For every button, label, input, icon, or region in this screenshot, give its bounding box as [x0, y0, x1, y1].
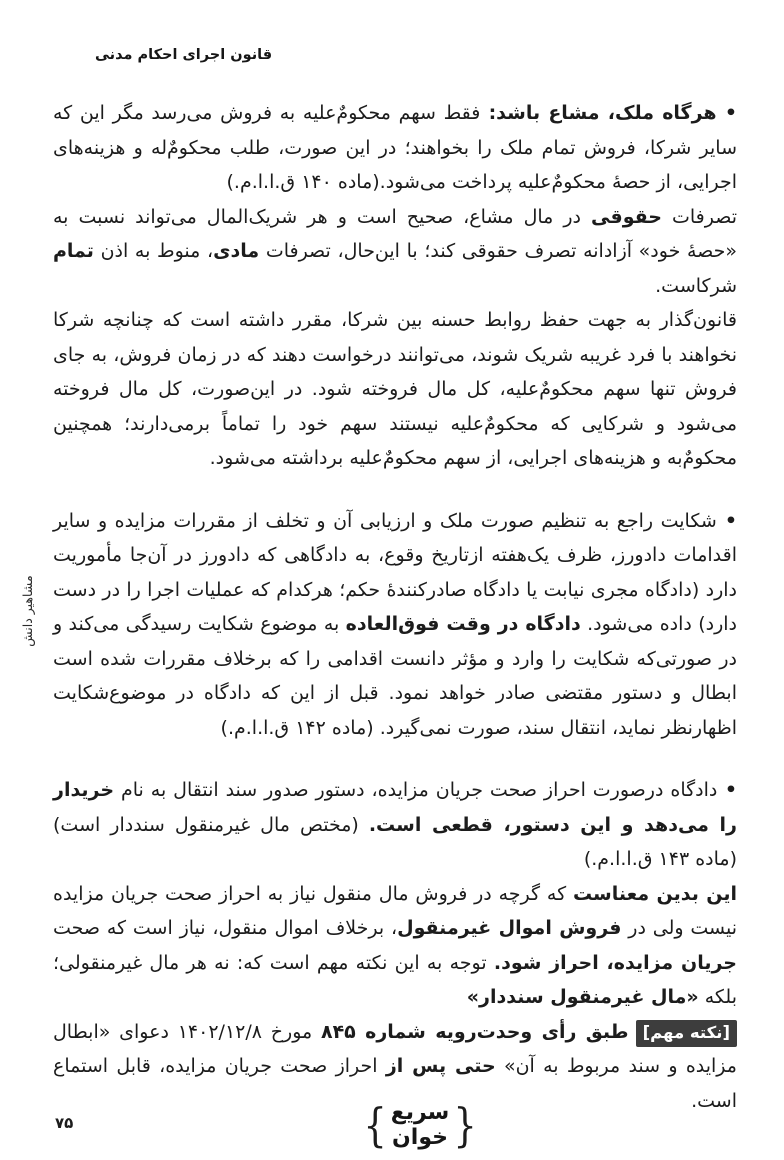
- body-text: [53, 96, 737, 1118]
- bold-text-run: «مال غیرمنقول سنددار»: [466, 986, 699, 1008]
- paragraph: [53, 504, 737, 746]
- bullet-marker: •: [717, 779, 738, 801]
- side-publisher-text: مشاهیر دانش: [20, 575, 35, 647]
- bullet-marker: •: [716, 102, 737, 124]
- footer-logo: [360, 1100, 479, 1150]
- text-run: توجه به این نکته مهم است که: نه هر مال غیرمنقولی؛ بلکه: [53, 951, 737, 1008]
- bold-text-run: طبق رأی وحدت‌رویه شماره ۸۴۵: [320, 1020, 629, 1043]
- text-run: احراز صحت جریان مزایده، قابل استماع است.: [53, 1055, 737, 1112]
- text-run: شکایت راجع به تنظیم صورت ملک و ارزیابی آن و تخلف از مقررات مزایده و سایر اقدامات دادورز، ظرف یک‌هفته ازتاریخ وقوع، به دادگاهی که دادورز در آن‌جا مأموریت دارد (دادگاه مجری نیابت یا دادگاه صادرکنندهٔ حکم؛ هرکدام که عملیات اجرا را در دست دارد) داده می‌شود.: [53, 509, 738, 635]
- text-run: به موضوع شکایت رسیدگی می‌کند و در صورتی‌که شکایت را وارد و مؤثر دانست اقدامی را که برخلاف مقررات شده است ابطال و دستور مقتضی صادر خواهد نمود. قبل از این که دادگاه در موضوع‌شکایت اظهارنظر نماید، انتقال سند، صورت نمی‌گیرد. (ماده ۱۴۲ ق.ا.ا.م.): [53, 613, 737, 739]
- text-run: فقط سهم محکومٌ‌علیه به فروش می‌رسد مگر این که سایر شرکا، فروش تمام ملک را بخواهند؛ در این صورت، طلب محکومٌ‌له و هزینه‌های اجرایی، از حصهٔ محکومٌ‌علیه پرداخت می‌شود.(ماده ۱۴۰ ق.ا.ا.م.): [53, 102, 737, 193]
- logo-line-1: سریع: [390, 1100, 450, 1125]
- text-run: قانون‌گذار به جهت حفظ روابط حسنه بین شرکا، مقرر داشته است که چنانچه شرکا نخواهند با فرد غریبه شریک شوند، می‌توانند درخواست دهند که در زمان فروش، به جای فروش تنها سهم محکومٌ‌علیه، کل مال فروخته شود. در این‌صورت، کل مال فروخته می‌شود و شرکایی که محکومٌ‌علیه نیستند سهم خود را تماماً برمی‌دارند؛ همچنین محکومٌ‌به و هزینه‌های اجرایی، از سهم محکومٌ‌علیه برداشته می‌شود.: [53, 309, 737, 469]
- paragraph: [53, 200, 737, 304]
- text-run: تصرفات: [661, 205, 738, 228]
- text-run: شرکاست.: [655, 274, 737, 297]
- bold-text-run: فروش اموال غیرمنقول: [397, 917, 622, 939]
- text-run: که گرچه در فروش مال منقول نیاز به احراز صحت جریان مزایده نیست ولی در: [53, 882, 737, 939]
- bold-text-run: مادی: [213, 240, 260, 262]
- bold-text-run: حتی پس از: [385, 1055, 496, 1077]
- logo-wordmark: [391, 1100, 450, 1150]
- text-run: ، منوط به اذن: [93, 240, 214, 262]
- logo-left-brace: {: [363, 1098, 387, 1152]
- page-header-title: قانون اجرای احکام مدنی: [95, 47, 273, 63]
- bold-text-run: دادگاه در وقت فوق‌العاده: [345, 613, 581, 635]
- text-run: در مال مشاع، صحیح است و هر شریک‌المال می‌تواند نسبت به «حصهٔ خود» آزادانه تصرف حقوقی کند؛ با این‌حال، تصرفات: [53, 205, 737, 262]
- bold-text-run: حقوقی: [591, 205, 662, 228]
- text-run: (مختص مال غیرمنقول سنددار است) (ماده ۱۴۳ ق.ا.ا.م.): [53, 813, 737, 870]
- text-run: مورخ ۱۴۰۲/۱۲/۸ دعوای «ابطال مزایده و سند مربوط به آن»: [53, 1020, 737, 1077]
- bold-text-run: هرگاه ملک، مشاع باشد:: [480, 102, 717, 124]
- paragraph: [53, 96, 737, 200]
- paragraph: [53, 303, 737, 476]
- bold-text-run: تمام: [53, 240, 94, 262]
- logo-right-brace: }: [453, 1098, 477, 1152]
- logo-line-2: خوان: [392, 1125, 448, 1150]
- text-run: دادگاه درصورت احراز صحت جریان مزایده، دستور صدور سند انتقال به نام: [114, 779, 718, 801]
- bullet-marker: •: [716, 509, 737, 532]
- paragraph: [53, 773, 737, 877]
- note-badge: [نکته مهم]: [636, 1020, 737, 1047]
- bold-text-run: این بدین معناست: [572, 882, 737, 905]
- bold-text-run: جریان مزایده، احراز شود.: [493, 951, 737, 974]
- page-number: ۷۵: [55, 1114, 74, 1132]
- text-run: ، برخلاف اموال منقول، نیاز است که صحت: [53, 917, 398, 939]
- paragraph: [53, 877, 737, 1015]
- bold-text-run: خریدار را می‌دهد و این دستور، قطعی است.: [53, 779, 737, 836]
